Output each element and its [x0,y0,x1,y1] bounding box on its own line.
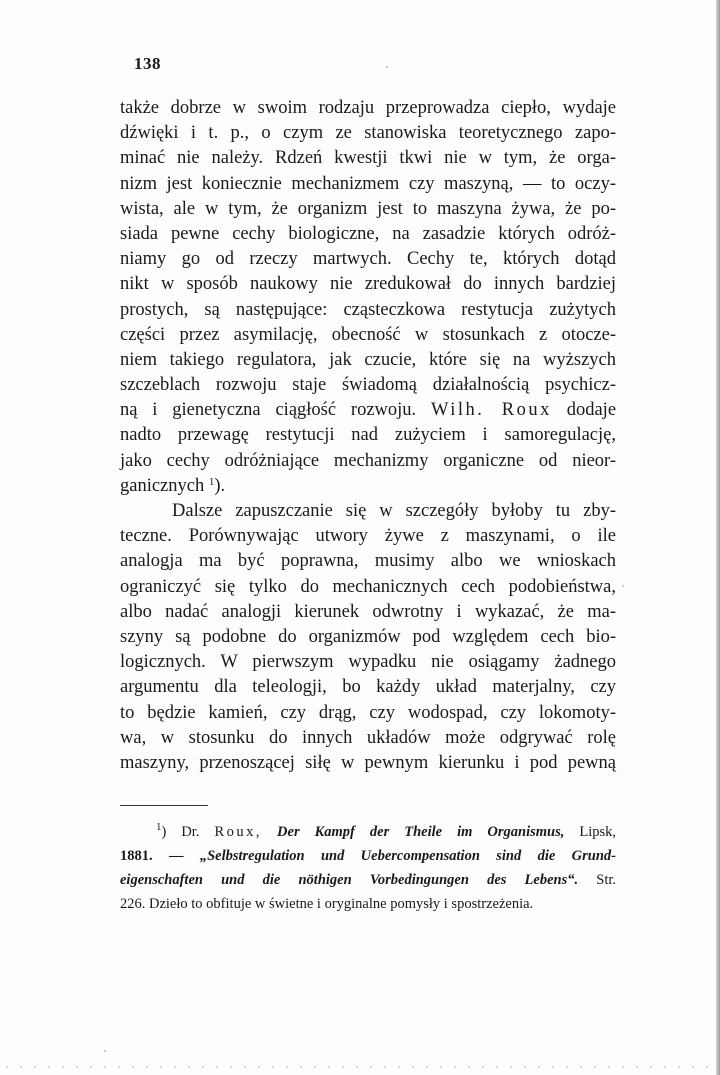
text-line: analogja ma być poprawna, musimy albo we wnioskach [120,551,616,572]
author-name-spaced: Wilh. Roux [431,400,552,421]
footnote-line [120,820,616,844]
text-fragment: dodaje [566,400,617,421]
text-line: nikt w sposób naukowy nie zredukował do innych bardziej [120,274,616,295]
text-line: szyny są podobne do organizmów pod względem cech bio- [120,626,616,647]
text-line: części przez asymilację, obecność w stosunkach z otocze- [120,324,616,345]
text-line: to będzie kamień, czy drąg, czy wodospad, czy lokomoty- [120,702,616,723]
text-line: niamy go od rzeczy martwych. Cechy te, których dotąd [120,249,616,270]
text-line: szczeblach rozwoju staje świadomą działalnością psychicz- [120,375,616,396]
footnote-line [120,844,616,868]
footnote-separator [120,805,208,806]
text-line: teczne. Porównywając utwory żywe z maszynami, o ile [120,526,616,547]
footnote-quote: „Selbstregulation und Uebercompensation sind die Grund- [199,848,616,864]
text-line: minać nie należy. Rdzeń kwestji tkwi nie w tym, że orga- [120,148,616,169]
text-line [120,398,616,423]
page-edge-shadow [716,0,720,1075]
text-fragment: ganicznych [120,475,205,496]
text-line: jako cechy odróżniające mechanizmy organiczne od nieor- [120,450,616,471]
paper-speck [386,66,388,68]
footnote-reference: 1 [208,475,215,488]
text-line: nizm jest koniecznie mechanizmem czy maszyną, — to oczy- [120,173,616,194]
footnote-page-ref: Str. [596,872,617,888]
text-line [120,474,616,499]
text-line: wa, w stosunku do innych układów może odgrywać rolę [120,727,616,748]
footnote-text: ) Dr. [161,824,200,840]
paper-speck [622,585,624,587]
footnote-title: Der Kampf der Theile im Organismus, [277,824,565,840]
footnote-line [120,868,616,892]
text-line: wista, ale w tym, że organizm jest to maszyna żywa, że po- [120,198,616,219]
footnote-quote: eigenschaften und die nöthigen Vorbedingungen des Lebens“. [120,872,579,888]
footnote-marker: 1 [156,821,162,833]
footnote-block [120,820,616,916]
text-line: dźwięki i t. p., o czym ze stanowiska teoretycznego zapo- [120,123,616,144]
text-line: niem takiego regulatora, jak czucie, które się na wyższych [120,349,616,370]
page-number: 138 [134,54,161,73]
text-fragment: ). [214,475,226,496]
paragraph-start-line: Dalsze zapuszczanie się w szczegóły byłoby tu zby- [172,501,616,521]
text-line: ograniczyć się tylko do mechanicznych cech podobieństwa, [120,576,616,597]
footnote-line: 226. Dzieło to obfituje w świetne i oryginalne pomysły i spostrzeżenia. [120,896,534,912]
paper-speck [104,1050,106,1052]
text-line: siada pewne cechy biologiczne, na zasadzie których odróż- [120,223,616,244]
text-fragment: ną i gienetyczna ciągłość rozwoju. [120,400,417,421]
text-line: nadto przewagę restytucji nad zużyciem i samoregulację, [120,425,616,446]
main-text [120,96,616,776]
text-line: logicznych. W pierwszym wypadku nie osiągamy żadnego [120,652,616,673]
footnote-author: Roux, [214,824,263,840]
text-line: prostych, są następujące: cząsteczkowa restytucja zużytych [120,299,616,320]
scan-edge-dots [0,1066,720,1068]
footnote-place: Lipsk, [579,824,617,840]
text-line: argumentu dla teleologji, bo każdy układ materjalny, czy [120,677,616,698]
text-line: albo nadać analogji kierunek odwrotny i wykazać, że ma- [120,601,616,622]
text-line: także dobrze w swoim rodzaju przeprowadza ciepło, wydaje [120,98,616,118]
footnote-year: 1881. — [120,848,184,864]
text-line: maszyny, przenoszącej siłę w pewnym kierunku i pod pewną [120,752,616,773]
